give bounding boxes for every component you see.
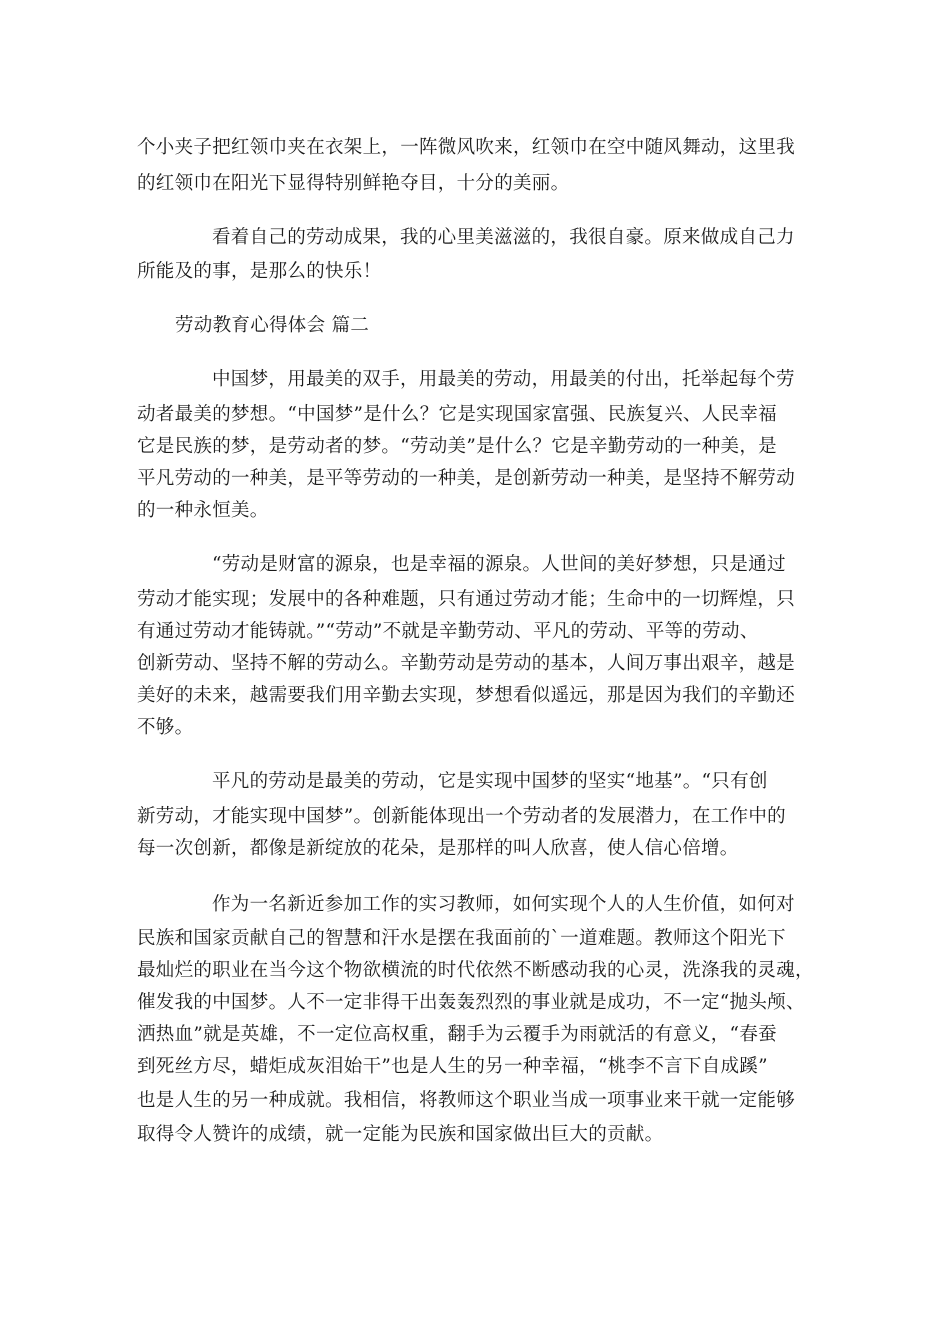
paragraph-1-line-2: 的红领巾在阳光下显得特别鲜艳夺目，十分的美丽。 [137,173,570,194]
paragraph-3-line-1: 中国梦，用最美的双手，用最美的劳动，用最美的付出，托举起每个劳 [212,369,795,390]
paragraph-4-line-1: “劳动是财富的源泉，也是幸福的源泉。人世间的美好梦想，只是通过 [212,554,786,575]
paragraph-4-line-5: 美好的未来，越需要我们用辛勤去实现，梦想看似遥远，那是因为我们的辛勤还 [137,685,796,706]
paragraph-5-line-2: 新劳动，才能实现中国梦”。创新能体现出一个劳动者的发展潜力，在工作中的 [137,806,786,827]
section-heading: 劳动教育心得体会 篇二 [175,315,370,336]
paragraph-6-line-5: 洒热血”就是英雄，不一定位高权重，翻手为云覆手为雨就活的有意义，“春蚕 [137,1024,777,1045]
paragraph-6-line-7: 也是人生的另一种成就。我相信，将教师这个职业当成一项事业来干就一定能够 [137,1090,796,1111]
paragraph-3-line-5: 的一种永恒美。 [137,500,269,521]
paragraph-6-line-8: 取得令人赞许的成绩，就一定能为民族和国家做出巨大的贡献。 [137,1124,664,1145]
paragraph-2-line-2: 所能及的事，是那么的快乐！ [137,261,382,282]
paragraph-3-line-3: 它是民族的梦，是劳动者的梦。“劳动美”是什么？它是辛勤劳动的一种美，是 [137,436,777,457]
paragraph-4-line-3: 有通过劳动才能铸就。”“劳动”不就是辛勤劳动、平凡的劳动、平等的劳动、 [137,621,759,642]
paragraph-2-line-1: 看着自己的劳动成果，我的心里美滋滋的，我很自豪。原来做成自己力 [212,227,795,248]
paragraph-4-line-6: 不够。 [137,717,194,738]
paragraph-6-line-4: 催发我的中国梦。人不一定非得干出轰轰烈烈的事业就是成功，不一定“抛头颅、 [137,992,805,1013]
paragraph-6-line-2: 民族和国家贡献自己的智慧和汗水是摆在我面前的`一道难题。教师这个阳光下 [137,928,786,949]
paragraph-1-line-1: 个小夹子把红领巾夹在衣架上，一阵微风吹来，红领巾在空中随风舞动，这里我 [137,137,796,158]
paragraph-6-line-1: 作为一名新近参加工作的实习教师，如何实现个人的人生价值，如何对 [212,894,795,915]
paragraph-3-line-2: 动者最美的梦想。“中国梦”是什么？它是实现国家富强、民族复兴、人民幸福 [137,404,777,425]
paragraph-6-line-6: 到死丝方尽，蜡炬成灰泪始干”也是人生的另一种幸福，“桃李不言下自成蹊” [137,1056,768,1077]
paragraph-6-line-3: 最灿烂的职业在当今这个物欲横流的时代依然不断感动我的心灵，洗涤我的灵魂， [137,960,814,981]
paragraph-4-line-2: 劳动才能实现；发展中的各种难题，只有通过劳动才能；生命中的一切辉煌，只 [137,589,796,610]
paragraph-5-line-3: 每一次创新，都像是新绽放的花朵，是那样的叫人欣喜，使人信心倍增。 [137,838,739,859]
paragraph-4-line-4: 创新劳动、坚持不解的劳动么。辛勤劳动是劳动的基本，人间万事出艰辛，越是 [137,653,796,674]
paragraph-5-line-1: 平凡的劳动是最美的劳动，它是实现中国梦的坚实“地基”。“只有创 [212,771,768,792]
paragraph-3-line-4: 平凡劳动的一种美，是平等劳动的一种美，是创新劳动一种美，是坚持不解劳动 [137,468,796,489]
